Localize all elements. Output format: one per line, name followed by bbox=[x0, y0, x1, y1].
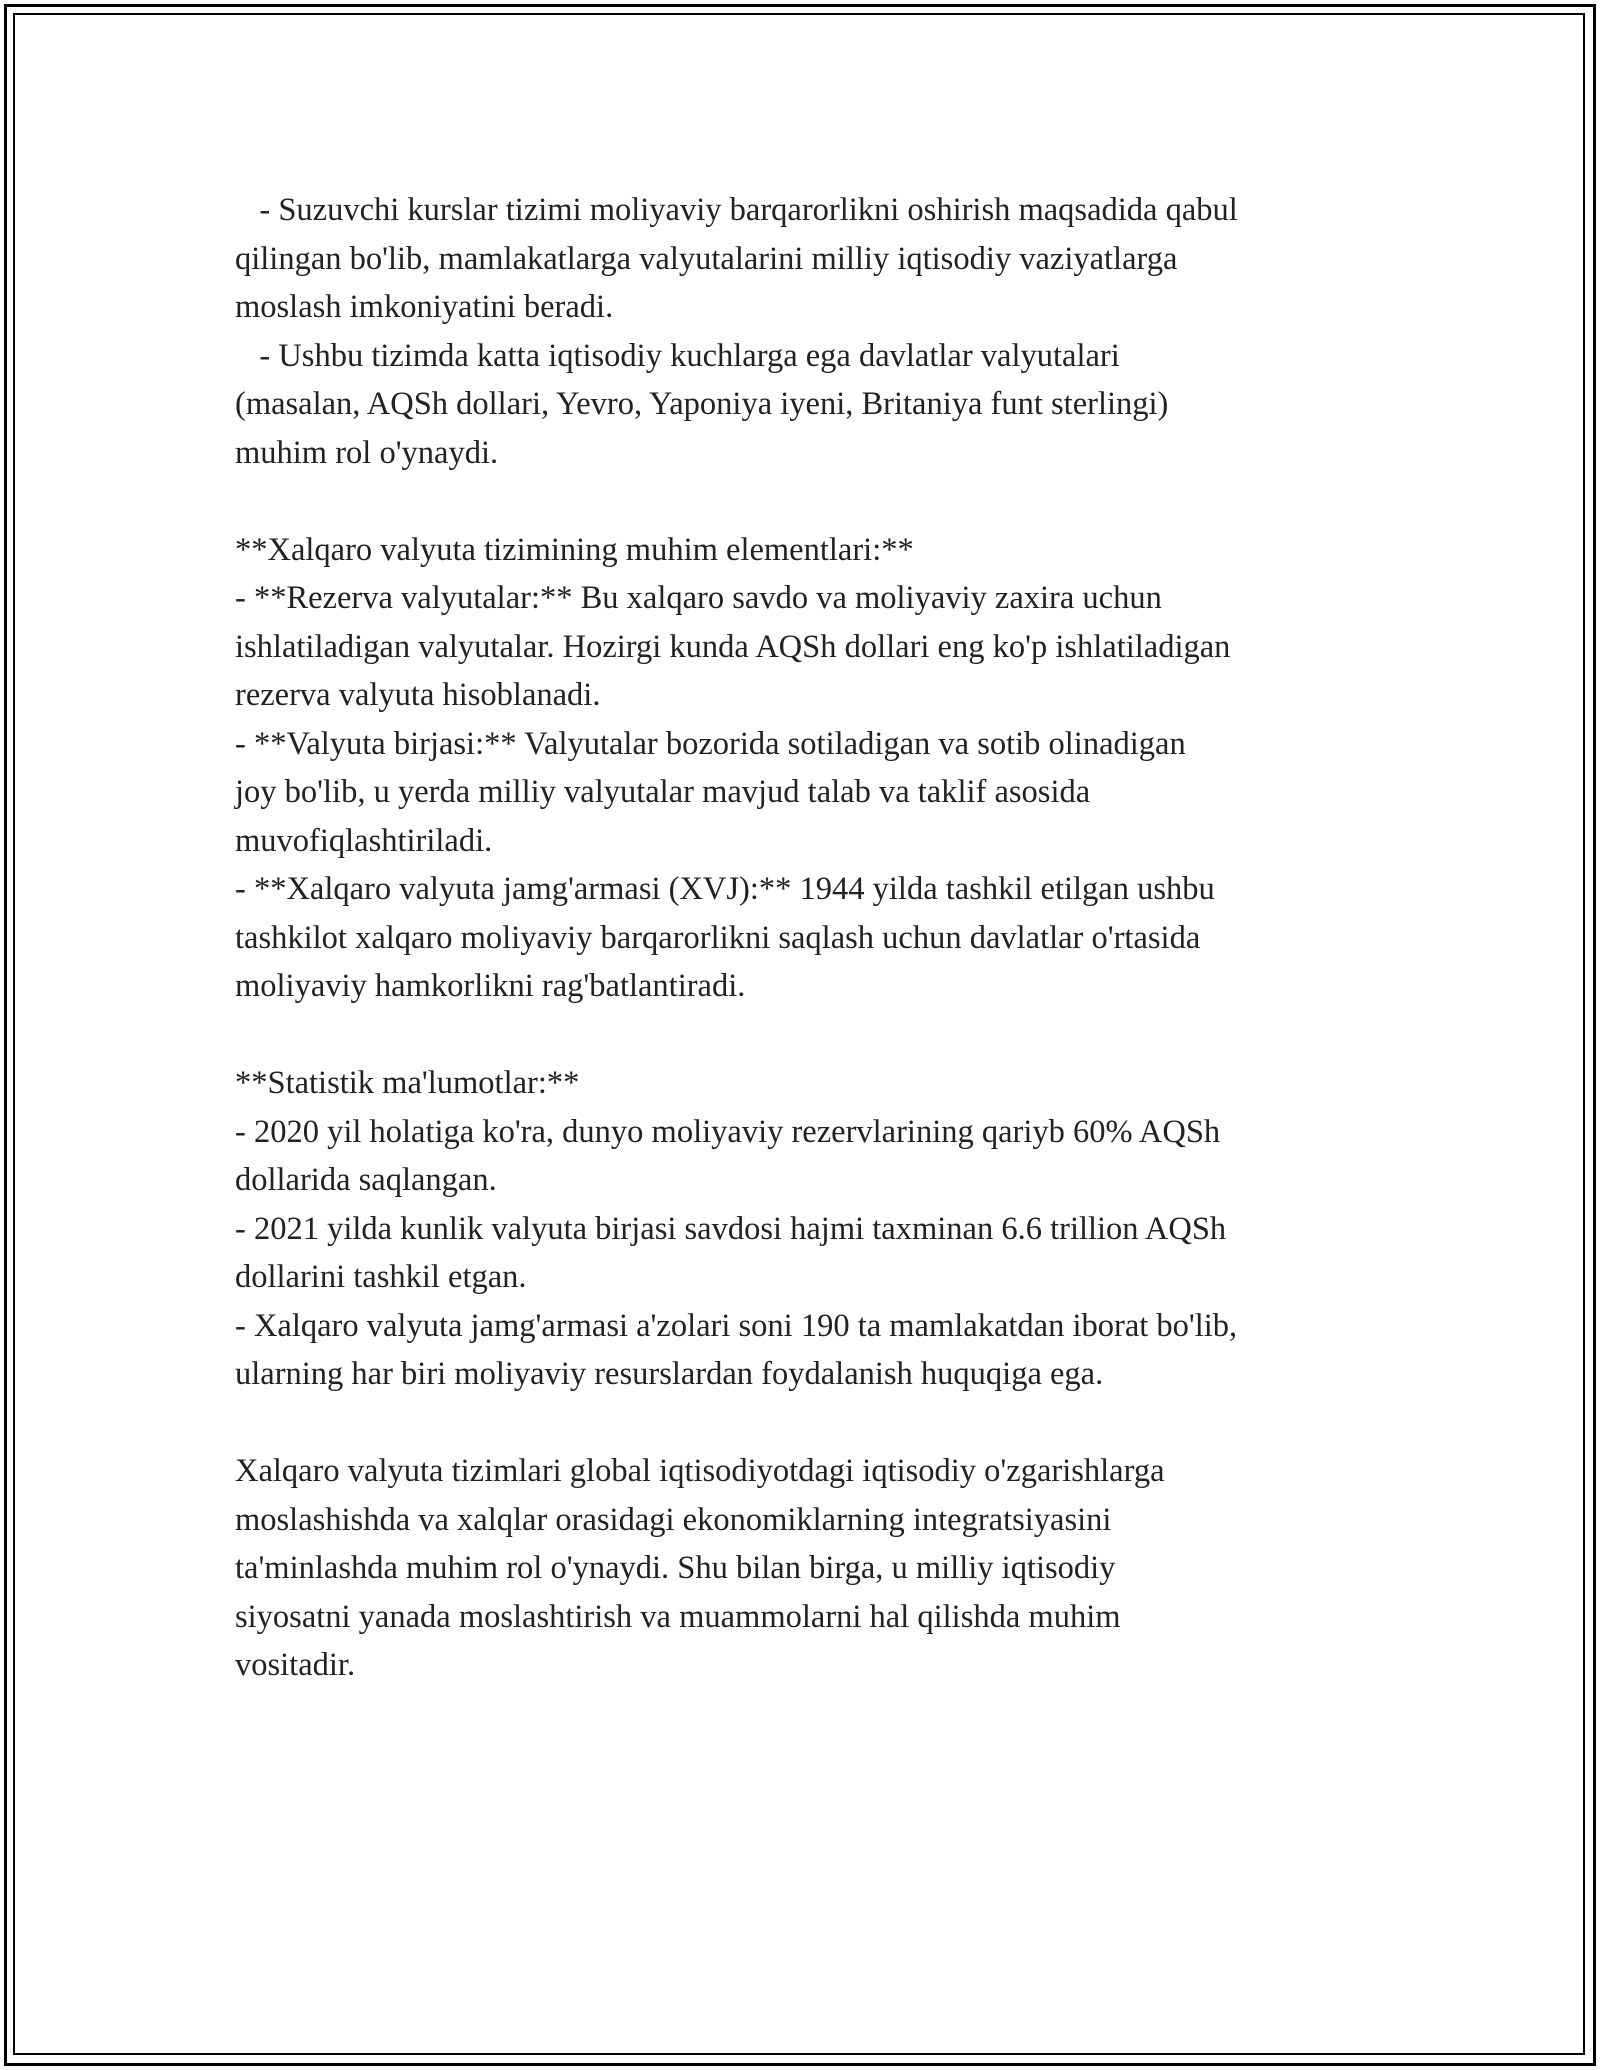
text-line: tashkilot xalqaro moliyaviy barqarorlikni saqlash uchun davlatlar o'rtasida bbox=[235, 919, 1201, 956]
document-body bbox=[235, 186, 1385, 1690]
text-line: - Xalqaro valyuta jamg'armasi a'zolari soni 190 ta mamlakatdan iborat bo'lib, bbox=[235, 1307, 1238, 1344]
text-line: dollarini tashkil etgan. bbox=[235, 1259, 527, 1295]
text-line: ularning har biri moliyaviy resurslardan foydalanish huquqiga ega. bbox=[235, 1356, 1104, 1392]
text-line: ishlatiladigan valyutalar. Hozirgi kunda AQSh dollari eng ko'p ishlatiladigan bbox=[235, 628, 1231, 665]
text-line: qilingan bo'lib, mamlakatlarga valyutalarini milliy iqtisodiy vaziyatlarga bbox=[235, 240, 1178, 277]
text-line: moslashishda va xalqlar orasidagi ekonomiklarning integratsiyasini bbox=[235, 1501, 1112, 1538]
text-line: joy bo'lib, u yerda milliy valyutalar mavjud talab va taklif asosida bbox=[235, 774, 1091, 810]
text-line: - **Valyuta birjasi:** Valyutalar bozorida sotiladigan va sotib olinadigan bbox=[235, 725, 1186, 762]
text-line: **Statistik ma'lumotlar:** bbox=[235, 1065, 580, 1101]
text-line: ta'minlashda muhim rol o'ynaydi. Shu bilan birga, u milliy iqtisodiy bbox=[235, 1550, 1116, 1586]
text-line: vositadir. bbox=[235, 1647, 356, 1683]
text-line: - Ushbu tizimda katta iqtisodiy kuchlarga ega davlatlar valyutalari bbox=[235, 337, 1120, 374]
text-line: moliyaviy hamkorlikni rag'batlantiradi. bbox=[235, 968, 746, 1004]
text-line: - Suzuvchi kurslar tizimi moliyaviy barqarorlikni oshirish maqsadida qabul bbox=[235, 192, 1238, 228]
text-line: muvofiqlashtiriladi. bbox=[235, 822, 493, 859]
blank-line bbox=[235, 477, 1385, 526]
text-line: - **Rezerva valyutalar:** Bu xalqaro savdo va moliyaviy zaxira uchun bbox=[235, 580, 1162, 616]
text-line: dollarida saqlangan. bbox=[235, 1162, 497, 1198]
blank-line bbox=[235, 1399, 1385, 1448]
text-line: (masalan, AQSh dollari, Yevro, Yaponiya iyeni, Britaniya funt sterlingi) bbox=[235, 386, 1169, 422]
blank-line bbox=[235, 1011, 1385, 1060]
text-line: **Xalqaro valyuta tizimining muhim elementlari:** bbox=[235, 531, 914, 568]
text-line: - 2020 yil holatiga ko'ra, dunyo moliyaviy rezervlarining qariyb 60% AQSh bbox=[235, 1113, 1221, 1150]
text-line: - **Xalqaro valyuta jamg'armasi (XVJ):** 1944 yilda tashkil etilgan ushbu bbox=[235, 871, 1215, 907]
text-line: siyosatni yanada moslashtirish va muammolarni hal qilishda muhim bbox=[235, 1598, 1121, 1635]
text-line: rezerva valyuta hisoblanadi. bbox=[235, 677, 601, 713]
text-line: muhim rol o'ynaydi. bbox=[235, 434, 499, 471]
text-line: - 2021 yilda kunlik valyuta birjasi savdosi hajmi taxminan 6.6 trillion AQSh bbox=[235, 1210, 1227, 1247]
text-line: moslash imkoniyatini beradi. bbox=[235, 289, 614, 325]
text-line: Xalqaro valyuta tizimlari global iqtisodiyotdagi iqtisodiy o'zgarishlarga bbox=[235, 1453, 1165, 1489]
